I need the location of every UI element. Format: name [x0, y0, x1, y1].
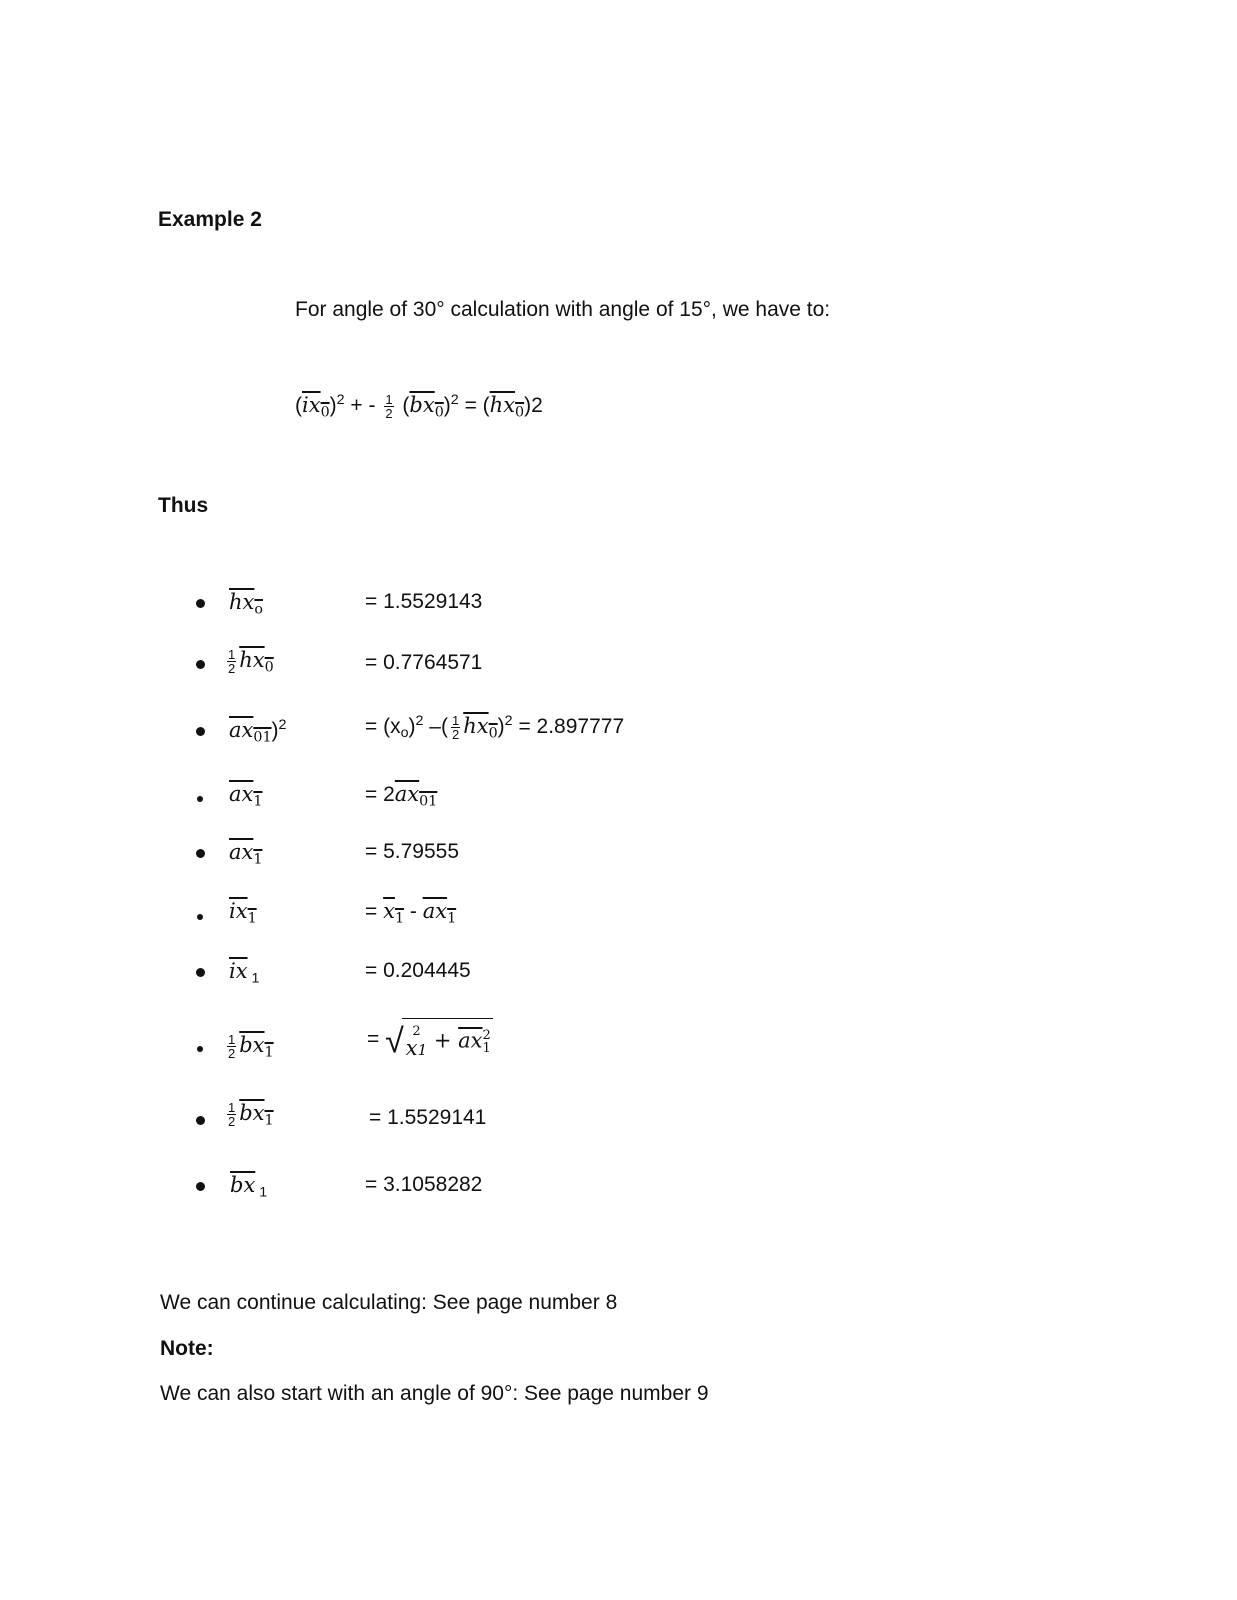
bullet [196, 1182, 205, 1191]
eq-term-bx: $bx_0$ [409, 392, 444, 421]
bullet [196, 727, 205, 736]
bullet [196, 968, 205, 977]
row6-lhs: $ix_1$ [229, 899, 257, 927]
bullet [196, 660, 205, 669]
row9-rhs: = 1.5529141 [369, 1106, 487, 1129]
row8-lhs: $\frac{1}{2}$ $bx_1$ [228, 1032, 274, 1061]
row10-lhs: $\overline{bx}$ $_1$ [230, 1173, 268, 1201]
row1-lhs: $hx_o$ [229, 590, 263, 618]
row7-rhs: = 0.204445 [365, 959, 471, 982]
row2-lhs: $\frac{1}{2}$ $hx_0$ [228, 647, 274, 676]
intro-text: For angle of 30° calculation with angle of 15°, we have to: [295, 298, 831, 321]
example-heading: Example 2 [158, 208, 262, 231]
thus-label: Thus [158, 494, 209, 517]
bullet [196, 1116, 205, 1125]
row8-rhs: = √ 2 $x1 + \overline{ax}$ 2 1 [367, 1018, 493, 1061]
row3-lhs: $ax_{01})^2$ [229, 717, 287, 746]
row6-rhs: = $x_1 - ax_1$ [365, 899, 457, 927]
row5-lhs: $ax_1$ [229, 840, 263, 868]
row1-rhs: = 1.5529143 [365, 590, 483, 613]
row10-rhs: = 3.1058282 [365, 1173, 483, 1196]
row2-rhs: = 0.7764571 [365, 651, 483, 674]
row7-lhs: $\overline{ix}$ $_1$ [229, 959, 260, 987]
note-label: Note: [160, 1337, 214, 1360]
row4-lhs: $ax_1$ [229, 782, 263, 810]
sqrt-radical: √ 2 $x1 + \overline{ax}$ 2 1 [385, 1018, 493, 1061]
note-text: We can also start with an angle of 90°: See page number 9 [160, 1382, 709, 1405]
main-equation: $(ix_0)^2$ + - $\frac{1}{2}$ $(bx_0)^2 = (hx_0)2$ [295, 391, 543, 421]
bullet [197, 914, 203, 920]
bullet [197, 796, 203, 802]
eq-term-hx: $hx_0$ [489, 392, 525, 421]
row4-rhs: = $2ax_{01}$ [365, 782, 438, 810]
row3-rhs: = $(x_o)^2$ –( $\frac{1}{2}$ $hx_0)^2 = 2.897777$ [365, 712, 625, 742]
eq-plus: + - [350, 393, 376, 417]
bullet [196, 849, 205, 858]
eq-half-fraction: $\frac{1}{2}$ [385, 391, 393, 421]
row9-lhs: $\frac{1}{2}$ $bx_1$ [228, 1100, 274, 1129]
bullet [197, 1046, 203, 1052]
bullet [196, 599, 205, 608]
row5-rhs: = 5.79555 [365, 840, 460, 863]
eq-term-ix: $ix_0$ [302, 392, 330, 421]
continue-text: We can continue calculating: See page number 8 [160, 1291, 618, 1314]
